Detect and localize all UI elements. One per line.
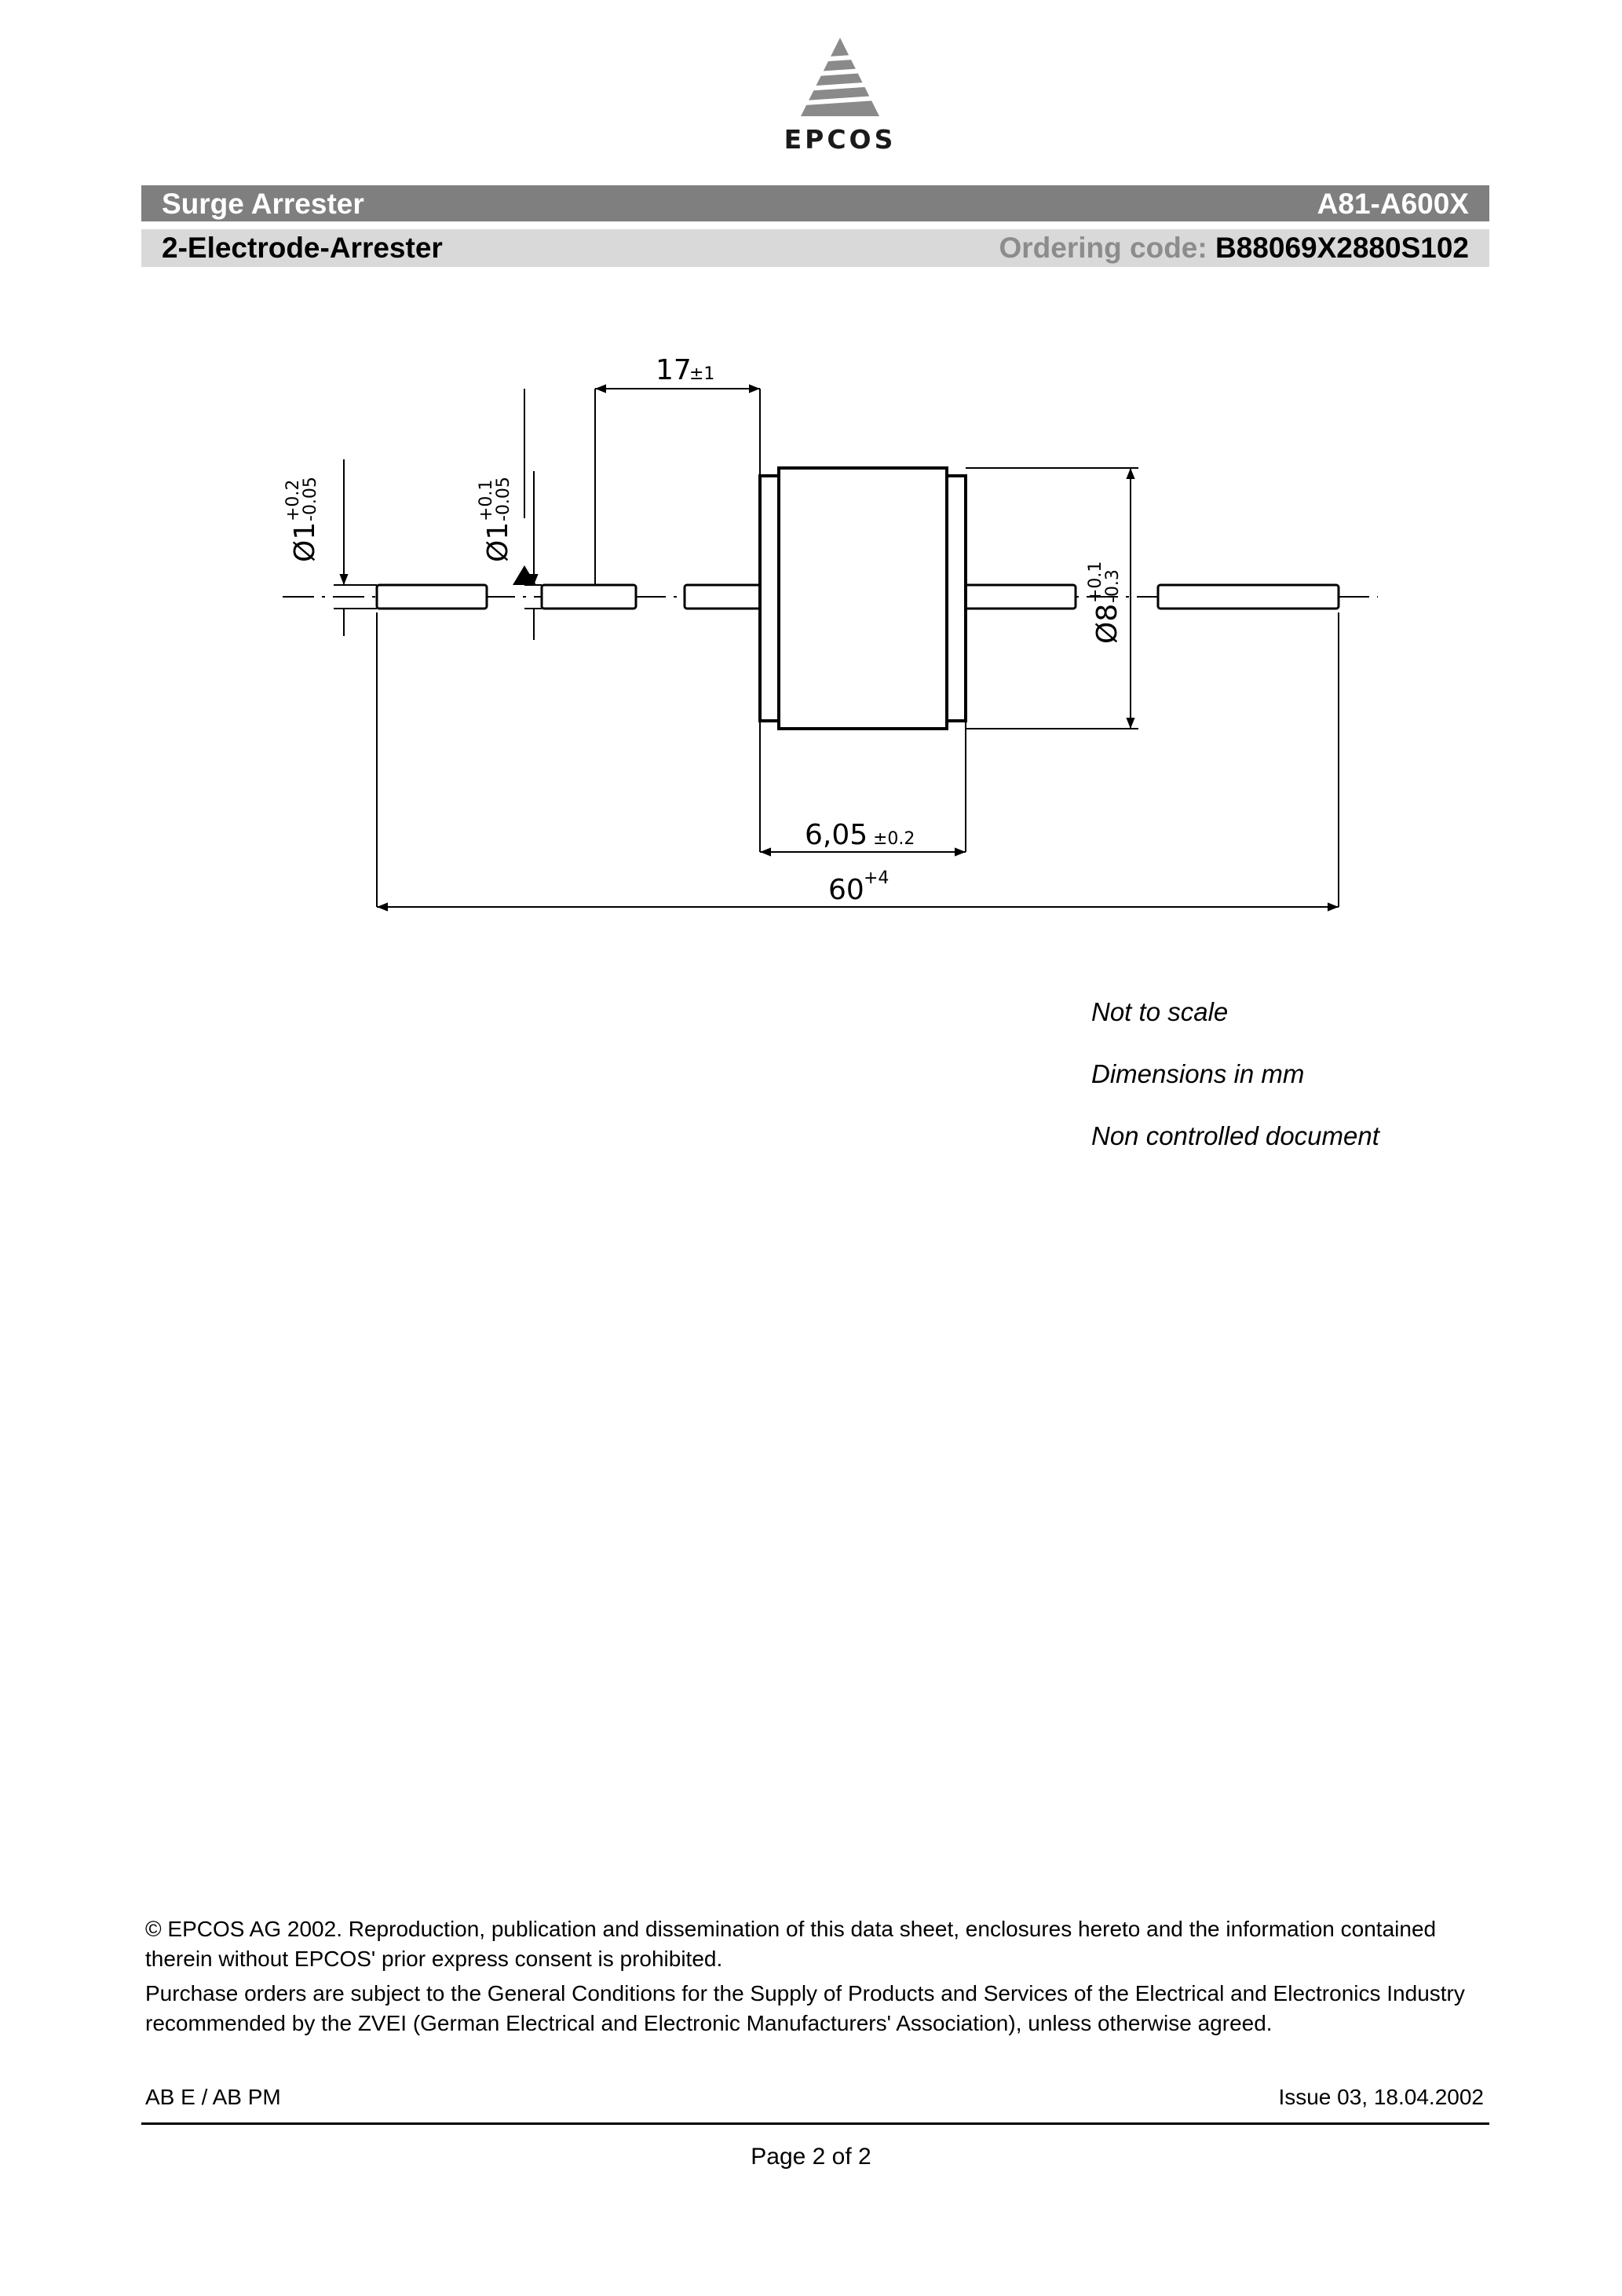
logo-wordmark: EPCOS [784, 124, 897, 155]
ordering-code-label: Ordering code: [999, 232, 1207, 264]
wire-segment [685, 585, 763, 609]
end-flange-left [760, 476, 779, 721]
dim-body-diameter-tol-lower: -0.3 [1103, 569, 1123, 603]
arrester-body [760, 468, 966, 729]
dim-body-diameter-tol-upper: +0.1 [1086, 561, 1105, 603]
dim-wire-dia-mid-tol-upper: +0.1 [477, 479, 496, 521]
ceramic-body [779, 468, 947, 729]
footer-department: AB E / AB PM [145, 2085, 281, 2109]
footer-divider [141, 2122, 1489, 2125]
dim-wire-dia-left-tol-lower: -0.05 [301, 477, 320, 521]
end-flange-right [947, 476, 966, 721]
drawing-notes [1091, 997, 1379, 1183]
ordering-code-value: B88069X2880S102 [1215, 232, 1469, 264]
dim-wire-pitch-tol: ±1 [689, 364, 715, 384]
dim-total-length-tol: +4 [864, 868, 890, 888]
dim-wire-dia-left-tol-upper: +0.2 [283, 479, 303, 521]
dim-wire-pitch-label: 17 [656, 354, 692, 386]
product-category: Surge Arrester [162, 188, 364, 220]
dim-body-length-label: 6,05 [805, 819, 868, 851]
epcos-pyramid-icon [762, 31, 919, 122]
page-number: Page 2 of 2 [751, 2144, 871, 2170]
note-scale: Not to scale [1091, 997, 1229, 1026]
dim-body-length-tol: ±0.2 [873, 829, 915, 849]
note-document-status: Non controlled document [1091, 1121, 1379, 1150]
terms-text: Purchase orders are subject to the General Conditions for the Supply of Products and Services of the Electrical and Electronics Industry recommended by the ZVEI (German Electrical and Electronic Manufacturers' Association), unless otherwise agreed. [145, 1981, 1465, 2035]
product-subtitle: 2-Electrode-Arrester [162, 232, 443, 264]
wire-segment [1158, 585, 1339, 609]
datum-triangle [513, 565, 536, 585]
copyright-text: © EPCOS AG 2002. Reproduction, publication and dissemination of this data sheet, enclosures hereto and the information contained therein without EPCOS' prior express consent is prohibited. [145, 1917, 1437, 1971]
dimension-drawing [236, 330, 1413, 942]
legal-notice [145, 1914, 1496, 2043]
dim-wire-dia-mid-label: Ø1 [482, 521, 514, 562]
title-bar [141, 185, 1489, 221]
wire-segment [542, 585, 636, 609]
epcos-logo [762, 31, 919, 157]
part-number: A81-A600X [1317, 188, 1469, 220]
dim-total-length-label: 60 [828, 874, 864, 906]
dim-wire-dia-mid-tol-lower: -0.05 [494, 477, 513, 521]
footer-issue: Issue 03, 18.04.2002 [1278, 2085, 1484, 2109]
dim-wire-dia-left-label: Ø1 [289, 521, 321, 562]
wire-segment [377, 585, 487, 609]
subtitle-bar [141, 229, 1489, 267]
note-units: Dimensions in mm [1091, 1059, 1305, 1088]
wire-segment [952, 585, 1076, 609]
ordering-code [999, 232, 1470, 265]
dimension-drawing-svg [236, 330, 1413, 942]
dim-body-diameter-label: Ø8 [1091, 603, 1123, 644]
